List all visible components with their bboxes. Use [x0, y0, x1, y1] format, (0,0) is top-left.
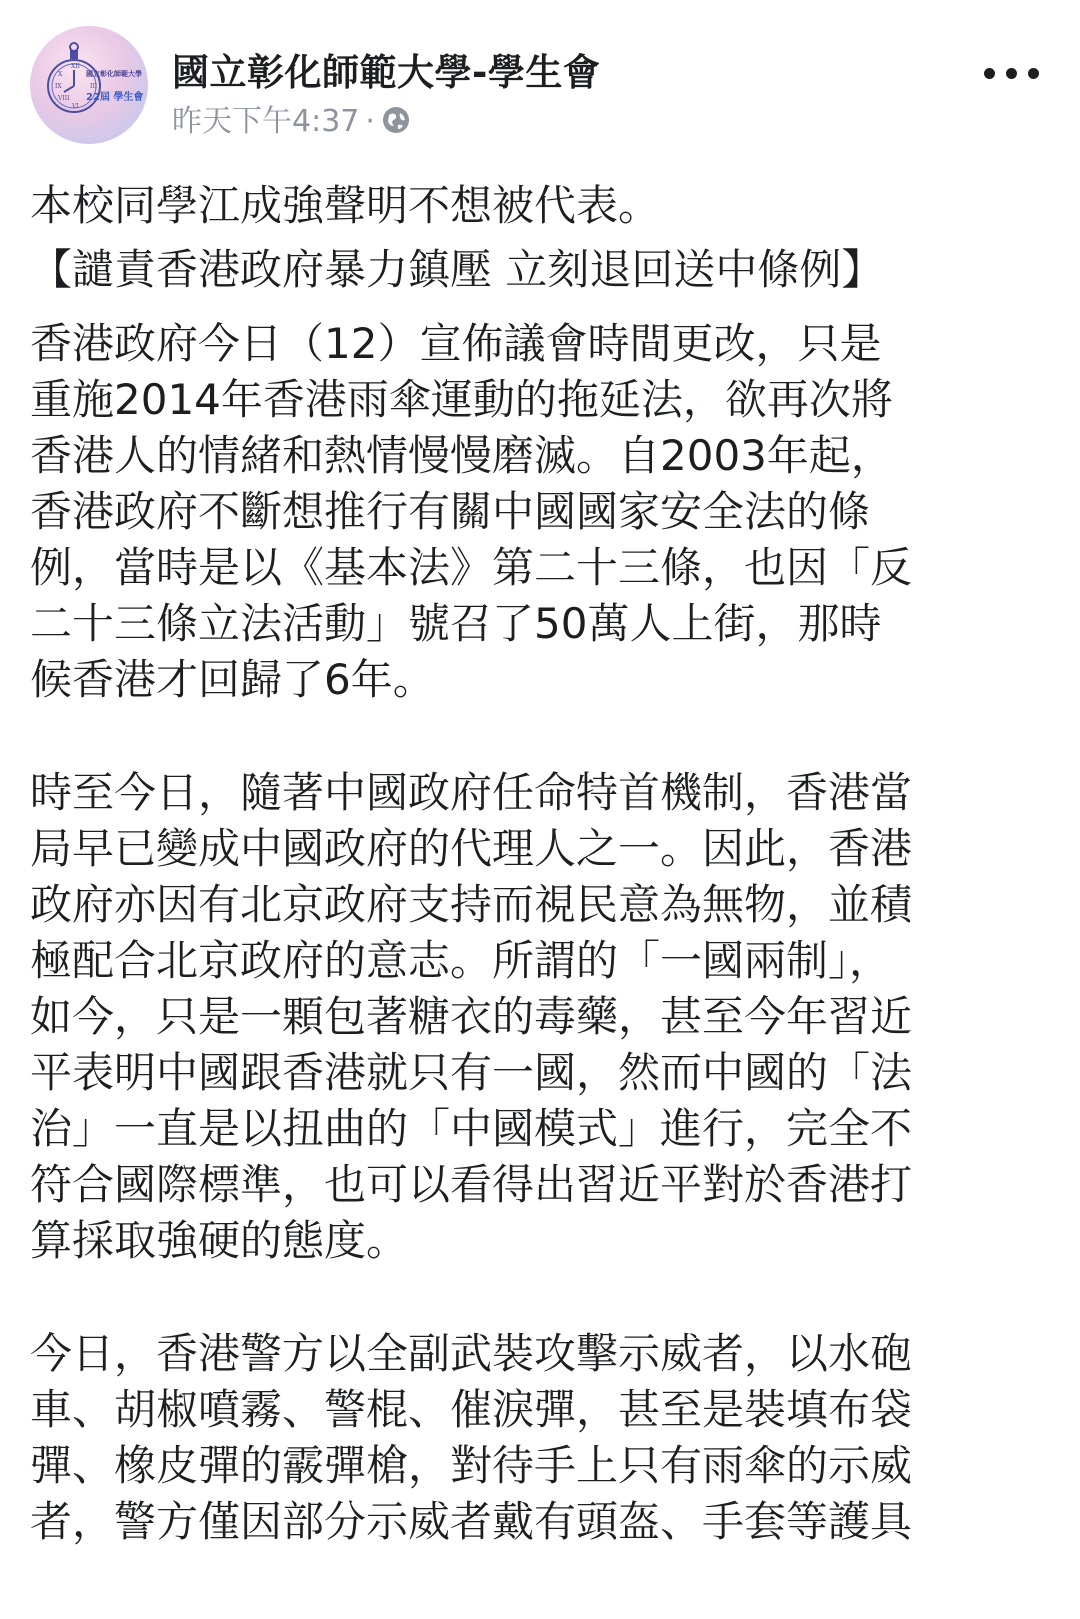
post-headline: 【譴責香港政府暴力鎮壓 立刻退回送中條例】 — [30, 245, 884, 294]
post-paragraph: 時至今日，隨著中國政府任命特首機制，香港當 局早已變成中國政府的代理人之一。因此，香港 政府亦因有北京政府支持而視民意為無物，並積 極配合北京政府的意志。所謂的「一國兩制」， 如今，只是一顆包著糖衣的毒藥，甚至今年習近 平表明中國跟香港就只有一國，然而中國的「法 治」一直是以扭曲的「中國模式」進行，完全不 符合國際標準，也可以看得出習近平對於香港打 算採取強硬的態度。 — [30, 768, 913, 1265]
logo-text: 國立彰化師範大學 — [86, 70, 142, 78]
post-meta — [172, 96, 411, 143]
globe-icon — [381, 105, 411, 143]
more-dot — [1006, 68, 1017, 79]
svg-text:IX: IX — [55, 83, 62, 90]
avatar[interactable] — [30, 26, 148, 144]
svg-text:III: III — [90, 83, 98, 90]
pocket-watch-logo-icon — [30, 26, 148, 144]
svg-text:VIII: VIII — [58, 95, 70, 102]
svg-text:X: X — [58, 71, 63, 78]
svg-text:XII: XII — [71, 63, 81, 70]
post-paragraph: 香港政府今日（12）宣佈議會時間更改，只是 重施2014年香港雨傘運動的拖延法，欲再次將 香港人的情緒和熱情慢慢磨滅。自2003年起， 香港政府不斷想推行有關中國國家安全法的條 例，當時是以《基本法》第二十三條，也因「反 二十三條立法活動」號召了50萬人上街，那時 候香港才回歸了6年。 — [30, 319, 913, 704]
svg-text:VI: VI — [72, 103, 79, 110]
more-dot — [1028, 68, 1039, 79]
post-timestamp[interactable]: 昨天下午4:37 — [172, 104, 360, 139]
post-body — [30, 178, 1020, 1607]
page-name-link[interactable]: 國立彰化師範大學-學生會 — [172, 51, 601, 94]
more-options-icon — [984, 68, 995, 79]
meta-separator: · — [365, 104, 375, 139]
more-options-button[interactable] — [984, 62, 1040, 86]
logo-subtitle: 22屆 學生會 — [86, 92, 144, 103]
post-header — [30, 26, 1050, 146]
post-paragraph: 今日，香港警方以全副武裝攻擊示威者，以水砲 車、胡椒噴霧、警棍、催淚彈，甚至是裝填布袋 彈、橡皮彈的霰彈槍，對待手上只有雨傘的示威 者，警方僅因部分示威者戴有頭盔、手套等護具 — [30, 1329, 913, 1546]
post-intro: 本校同學江成強聲明不想被代表。 — [30, 181, 661, 230]
